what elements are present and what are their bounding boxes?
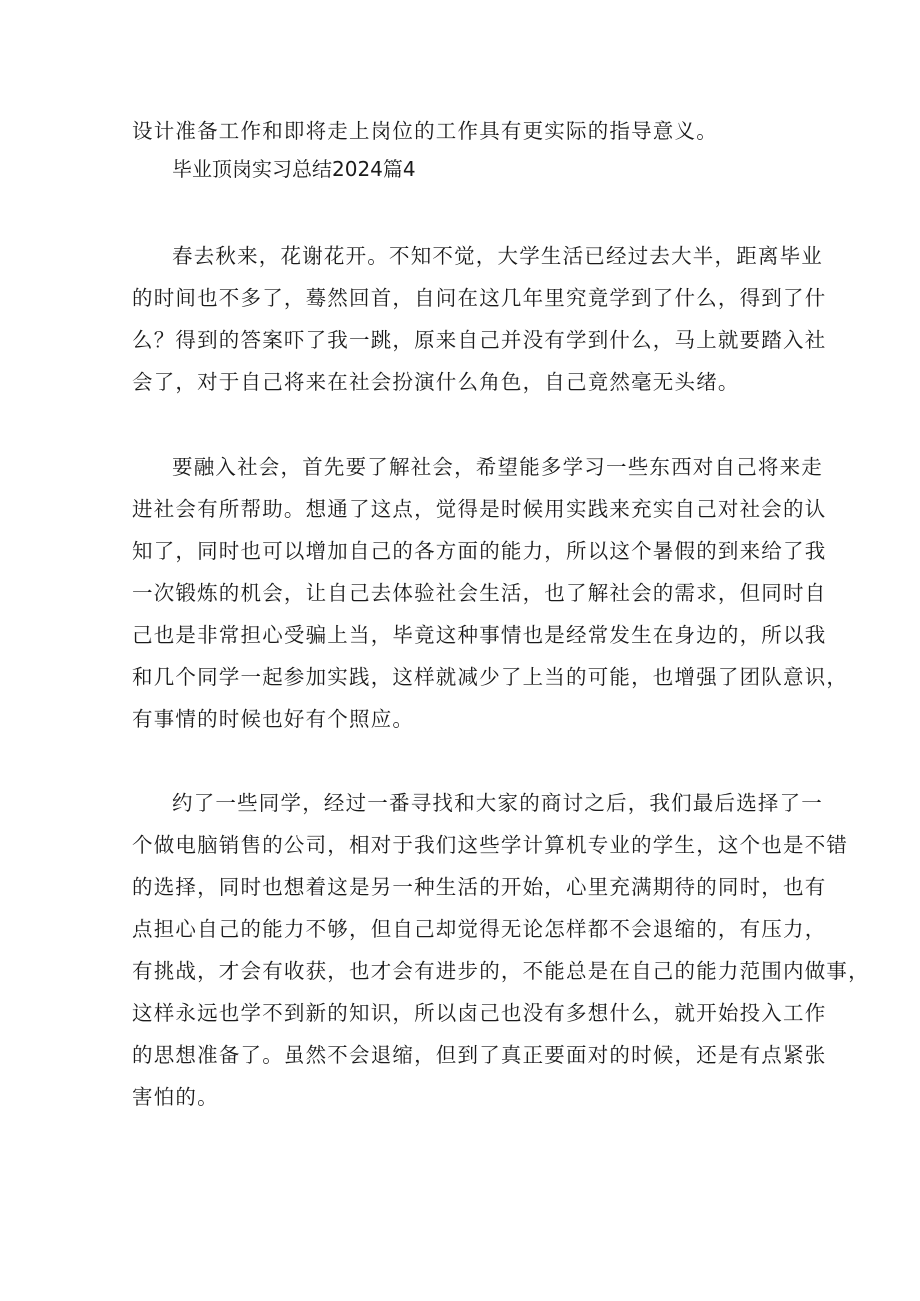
- section-heading: 毕业顶岗实习总结2024篇4: [172, 157, 416, 181]
- paragraph-line: 的思想准备了。虽然不会退缩，但到了真正要面对的时候，还是有点紧张: [132, 1043, 827, 1067]
- paragraph-line: 个做电脑销售的公司，相对于我们这些学计算机专业的学生，这个也是不错: [132, 833, 849, 857]
- paragraph-line: 进社会有所帮助。想通了这点，觉得是时候用实践来充实自己对社会的认: [132, 497, 827, 521]
- paragraph-line: 的时间也不多了，蓦然回首，自问在这几年里究竟学到了什么，得到了什: [132, 286, 827, 310]
- paragraph-line: 有事情的时候也好有个照应。: [132, 707, 415, 731]
- paragraph-line: 春去秋来，花谢花开。不知不觉，大学生活已经过去大半，距离毕业: [172, 244, 823, 268]
- paragraph-line: 知了，同时也可以增加自己的各方面的能力，所以这个暑假的到来给了我: [132, 539, 827, 563]
- paragraph-line: 和几个同学一起参加实践，这样就减少了上当的可能，也增强了团队意识，: [132, 665, 849, 689]
- paragraph-line: 有挑战，才会有收获，也才会有进步的，不能总是在自己的能力范围内做事，: [132, 959, 870, 983]
- paragraph-line: 点担心自己的能力不够，但自己却觉得无论怎样都不会退缩的，有压力，: [132, 917, 827, 941]
- paragraph-line: 么？得到的答案吓了我一跳，原来自己并没有学到什么，马上就要踏入社: [132, 328, 827, 352]
- paragraph-line: 要融入社会，首先要了解社会，希望能多学习一些东西对自己将来走: [172, 455, 823, 479]
- paragraph-line: 一次锻炼的机会，让自己去体验社会生活，也了解社会的需求，但同时自: [132, 581, 827, 605]
- paragraph-line: 害怕的。: [132, 1085, 219, 1109]
- paragraph-line: 这样永远也学不到新的知识，所以卤己也没有多想什么，就开始投入工作: [132, 1001, 827, 1025]
- paragraph-line: 己也是非常担心受骗上当，毕竟这种事情也是经常发生在身边的，所以我: [132, 623, 827, 647]
- intro-line: 设计准备工作和即将走上岗位的工作具有更实际的指导意义。: [132, 119, 718, 143]
- paragraph-line: 约了一些同学，经过一番寻找和大家的商讨之后，我们最后选择了一: [172, 791, 823, 815]
- paragraph-line: 会了，对于自己将来在社会扮演什么角色，自己竟然毫无头绪。: [132, 370, 740, 394]
- paragraph-line: 的选择，同时也想着这是另一种生活的开始，心里充满期待的同时，也有: [132, 875, 827, 899]
